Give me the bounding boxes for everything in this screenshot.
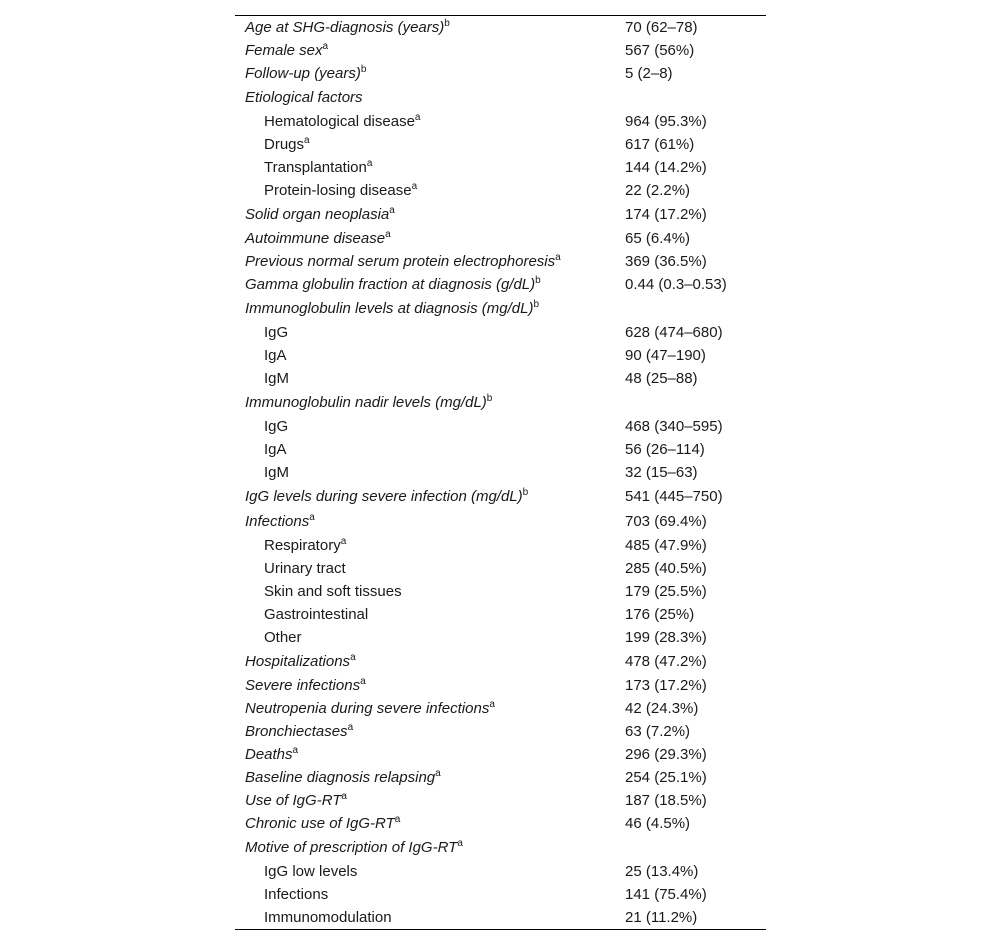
row-value: 176 (25%) — [625, 606, 695, 623]
row-label-text: Use of IgG-RT — [245, 792, 342, 809]
footnote-marker: a — [435, 768, 441, 779]
row-label-text: Female sex — [245, 42, 323, 59]
footnote-marker: a — [309, 512, 315, 523]
row-label — [245, 835, 463, 860]
table-row — [235, 674, 766, 697]
row-label — [245, 697, 495, 720]
row-label — [264, 860, 357, 883]
row-label-text: Hematological disease — [264, 113, 415, 130]
row-value: 703 (69.4%) — [625, 513, 707, 530]
row-label-text: Gastrointestinal — [264, 606, 369, 623]
row-label — [264, 321, 288, 344]
footnote-marker: a — [489, 699, 495, 710]
row-value: 42 (24.3%) — [625, 700, 699, 717]
footnote-marker: a — [322, 41, 329, 52]
row-value: 65 (6.4%) — [625, 230, 691, 247]
row-value: 179 (25.5%) — [625, 583, 707, 600]
row-label-text: Other — [264, 629, 302, 646]
footnote-marker: a — [347, 722, 354, 733]
row-label-text: Respiratory — [264, 537, 341, 554]
table-row — [235, 509, 766, 534]
row-value: 173 (17.2%) — [625, 677, 707, 694]
table-row — [235, 273, 766, 296]
row-label — [245, 509, 315, 534]
row-label-text: Immunomodulation — [264, 909, 392, 926]
row-label — [245, 484, 528, 509]
row-label-text: Hospitalizations — [245, 653, 351, 670]
row-label — [264, 534, 346, 557]
row-value: 285 (40.5%) — [625, 560, 707, 577]
row-value: 485 (47.9%) — [625, 537, 707, 554]
table-row — [235, 202, 766, 227]
row-label — [264, 883, 328, 906]
footnote-marker: b — [444, 18, 450, 29]
table-row — [235, 296, 766, 321]
row-label-text: Previous normal serum protein electrophoresis — [245, 253, 556, 270]
row-label — [264, 603, 368, 626]
row-value: 617 (61%) — [625, 136, 695, 153]
row-label-text: Gamma globulin fraction at diagnosis (g/dL) — [245, 276, 536, 293]
row-value: 90 (47–190) — [625, 347, 706, 364]
table-row — [235, 580, 766, 603]
footnote-marker: a — [350, 652, 356, 663]
footnote-marker: a — [304, 135, 310, 146]
row-label — [245, 649, 356, 674]
table-row — [235, 534, 766, 557]
row-value: 48 (25–88) — [625, 370, 698, 387]
table-row — [235, 62, 766, 85]
table-body — [235, 16, 766, 929]
row-label — [245, 674, 366, 697]
row-label — [245, 202, 395, 227]
row-value: 478 (47.2%) — [625, 653, 707, 670]
row-label — [245, 16, 450, 39]
row-label-text: IgA — [264, 347, 287, 364]
row-label — [264, 626, 302, 649]
footnote-marker: a — [385, 229, 391, 240]
row-label — [264, 438, 287, 461]
row-label — [245, 789, 347, 812]
row-value: 468 (340–595) — [625, 418, 723, 435]
footnote-marker: b — [360, 64, 367, 75]
table-row — [235, 438, 766, 461]
table-row — [235, 156, 766, 179]
table-row — [235, 906, 766, 929]
table-row — [235, 649, 766, 674]
table-row — [235, 697, 766, 720]
footnote-marker: a — [366, 158, 373, 169]
footnote-marker: b — [533, 299, 540, 310]
row-label-text: Deaths — [245, 746, 293, 763]
row-label — [245, 766, 441, 789]
footnote-marker: a — [360, 676, 366, 687]
row-label — [264, 110, 420, 133]
row-label-text: IgM — [264, 370, 290, 387]
row-label-text: Neutropenia during severe infections — [245, 700, 490, 717]
row-label — [245, 296, 539, 321]
row-label-text: Severe infections — [245, 677, 361, 694]
row-label — [264, 179, 417, 202]
row-label — [245, 39, 328, 62]
table-row — [235, 344, 766, 367]
row-label — [264, 906, 392, 929]
table-row — [235, 720, 766, 743]
row-label-text: IgG levels during severe infection (mg/dL) — [245, 488, 523, 505]
footnote-marker: b — [535, 275, 541, 286]
table-row — [235, 603, 766, 626]
row-label — [245, 250, 561, 273]
row-label-text: Autoimmune disease — [245, 230, 386, 247]
footnote-marker: b — [522, 487, 529, 498]
table-row — [235, 179, 766, 202]
row-label-text: IgG — [264, 324, 289, 341]
footnote-marker: a — [292, 745, 299, 756]
footnote-marker: a — [414, 112, 421, 123]
table-row — [235, 250, 766, 273]
row-label — [245, 743, 298, 766]
row-label-text: IgG — [264, 418, 289, 435]
row-label — [264, 580, 402, 603]
row-label-text: Chronic use of IgG-RT — [245, 815, 395, 832]
row-label — [245, 62, 366, 85]
row-label — [245, 227, 391, 250]
footnote-marker: a — [340, 536, 347, 547]
footnote-marker: b — [486, 393, 493, 404]
table-row — [235, 835, 766, 860]
row-label-text: Skin and soft tissues — [264, 583, 402, 600]
table-row — [235, 461, 766, 484]
table-row — [235, 133, 766, 156]
table-row — [235, 415, 766, 438]
footnote-marker: a — [394, 814, 401, 825]
row-label-text: IgA — [264, 441, 287, 458]
table-row — [235, 789, 766, 812]
row-label — [264, 415, 288, 438]
row-label — [245, 85, 363, 110]
row-label — [245, 812, 400, 835]
row-value: 187 (18.5%) — [625, 792, 707, 809]
table-row — [235, 85, 766, 110]
footnote-marker: a — [555, 252, 561, 263]
row-value: 254 (25.1%) — [625, 769, 707, 786]
row-label — [245, 273, 541, 296]
row-label-text: Drugs — [264, 136, 305, 153]
row-label — [264, 461, 289, 484]
table-row — [235, 16, 766, 39]
table-row — [235, 321, 766, 344]
row-label-text: Immunoglobulin nadir levels (mg/dL) — [245, 394, 487, 411]
row-value: 22 (2.2%) — [625, 182, 691, 199]
table-row — [235, 110, 766, 133]
footnote-marker: a — [341, 791, 347, 802]
characteristics-table — [235, 15, 766, 930]
row-value: 63 (7.2%) — [625, 723, 691, 740]
row-label-text: Motive of prescription of IgG-RT — [245, 839, 458, 856]
row-label-text: Solid organ neoplasia — [245, 206, 390, 223]
row-value: 369 (36.5%) — [625, 253, 707, 270]
row-label-text: Immunoglobulin levels at diagnosis (mg/dL) — [245, 300, 534, 317]
row-label-text: Urinary tract — [264, 560, 346, 577]
row-value: 32 (15–63) — [625, 464, 698, 481]
table-row — [235, 390, 766, 415]
row-value: 141 (75.4%) — [625, 886, 707, 903]
row-label-text: Protein-losing disease — [264, 182, 412, 199]
table-row — [235, 743, 766, 766]
row-label — [264, 367, 289, 390]
row-label-text: Follow-up (years) — [245, 65, 361, 82]
row-value: 628 (474–680) — [625, 324, 723, 341]
row-label — [245, 720, 353, 743]
table-row — [235, 484, 766, 509]
table-row — [235, 626, 766, 649]
table-row — [235, 883, 766, 906]
table-row — [235, 39, 766, 62]
row-value: 199 (28.3%) — [625, 629, 707, 646]
row-label-text: Infections — [245, 513, 310, 530]
footnote-marker: a — [389, 205, 395, 216]
row-value: 46 (4.5%) — [625, 815, 691, 832]
row-value: 144 (14.2%) — [625, 159, 707, 176]
row-label-text: Baseline diagnosis relapsing — [245, 769, 436, 786]
row-value: 964 (95.3%) — [625, 113, 707, 130]
row-label — [264, 156, 372, 179]
row-value: 21 (11.2%) — [625, 909, 698, 926]
table-row — [235, 227, 766, 250]
row-value: 567 (56%) — [625, 42, 695, 59]
row-value: 0.44 (0.3–0.53) — [625, 276, 727, 293]
row-label-text: Etiological factors — [245, 89, 363, 106]
row-value: 541 (445–750) — [625, 488, 723, 505]
table-row — [235, 367, 766, 390]
row-label-text: Infections — [264, 886, 329, 903]
row-label-text: Age at SHG-diagnosis (years) — [245, 19, 445, 36]
row-label-text: Transplantation — [264, 159, 367, 176]
row-value: 70 (62–78) — [625, 19, 698, 36]
table-row — [235, 812, 766, 835]
row-value: 296 (29.3%) — [625, 746, 707, 763]
row-label-text: IgM — [264, 464, 290, 481]
row-label — [264, 557, 346, 580]
row-label — [264, 344, 287, 367]
table-row — [235, 557, 766, 580]
row-value: 25 (13.4%) — [625, 863, 699, 880]
row-label — [245, 390, 492, 415]
row-label — [264, 133, 310, 156]
footnote-marker: a — [457, 838, 463, 849]
row-label-text: IgG low levels — [264, 863, 358, 880]
row-value: 5 (2–8) — [625, 65, 673, 82]
row-label-text: Bronchiectases — [245, 723, 348, 740]
table-row — [235, 766, 766, 789]
table-row — [235, 860, 766, 883]
footnote-marker: a — [411, 181, 418, 192]
row-value: 174 (17.2%) — [625, 206, 707, 223]
row-value: 56 (26–114) — [625, 441, 705, 458]
